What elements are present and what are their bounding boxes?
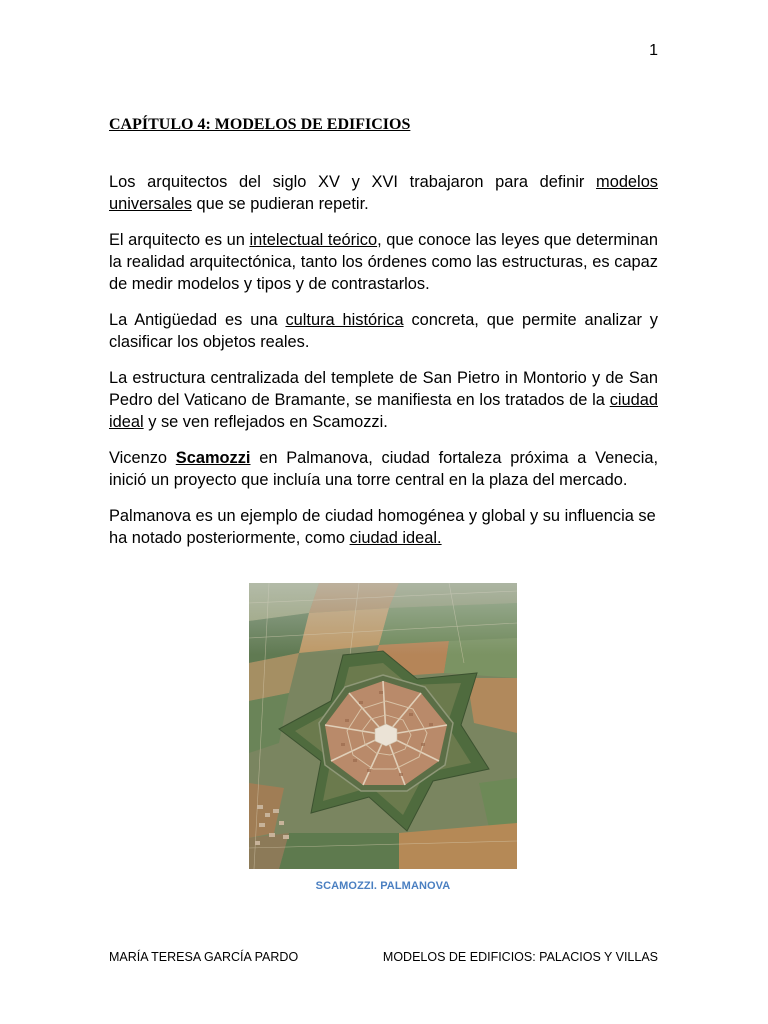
underlined-term: modelos universales [109,173,658,213]
paragraph-2 [109,229,658,295]
paragraph-text: Vicenzo [109,449,176,467]
underlined-term: ciudad ideal. [349,529,442,547]
paragraph-1 [109,171,658,215]
page-number: 1 [649,42,658,59]
paragraph-text: La Antigüedad es una [109,311,286,329]
paragraph-text: que se pudieran repetir. [191,195,369,213]
paragraph-5 [109,447,658,491]
paragraph-text: El arquitecto es un [109,231,250,249]
underlined-term: intelectual teórico [249,231,378,249]
paragraph-text: , que conoce las leyes que determinan la realidad arquitectónica, tanto los órdenes como las estructuras, es capaz de medir modelos y tipos y de contrastarlos. [109,231,658,293]
footer-document-title: MODELOS DE EDIFICIOS: PALACIOS Y VILLAS [382,950,658,964]
footer-author: MARÍA TERESA GARCÍA PARDO [109,950,299,964]
paragraph-text: Los arquitectos del siglo XV y XVI trabajaron para definir [109,173,597,191]
figure-caption: SCAMOZZI. PALMANOVA [315,880,451,892]
paragraph-text: Palmanova es un ejemplo de ciudad homogénea y global y su influencia se ha notado posteriormente, como [109,507,656,547]
body-text [109,171,658,563]
paragraph-4 [109,367,658,433]
paragraph-3 [109,309,658,353]
chapter-title: CAPÍTULO 4: MODELOS DE EDIFICIOS [109,116,411,133]
paragraph-text: y se ven reflejados en Scamozzi. [143,413,388,431]
underlined-term: ciudad ideal [109,391,658,431]
palmanova-aerial-photo [249,583,517,869]
underlined-term: cultura histórica [285,311,404,329]
paragraph-text: La estructura centralizada del templete de San Pietro in Montorio y de San Pedro del Vaticano de Bramante, se manifiesta en los tratados de la [109,369,658,409]
paragraph-text: en Palmanova, ciudad fortaleza próxima a Venecia, inició un proyecto que incluía una torre central en la plaza del mercado. [109,449,658,489]
paragraph-6 [109,505,658,549]
paragraph-text: concreta, que permite analizar y clasificar los objetos reales. [109,311,658,351]
bold-underlined-name: Scamozzi [175,449,251,467]
